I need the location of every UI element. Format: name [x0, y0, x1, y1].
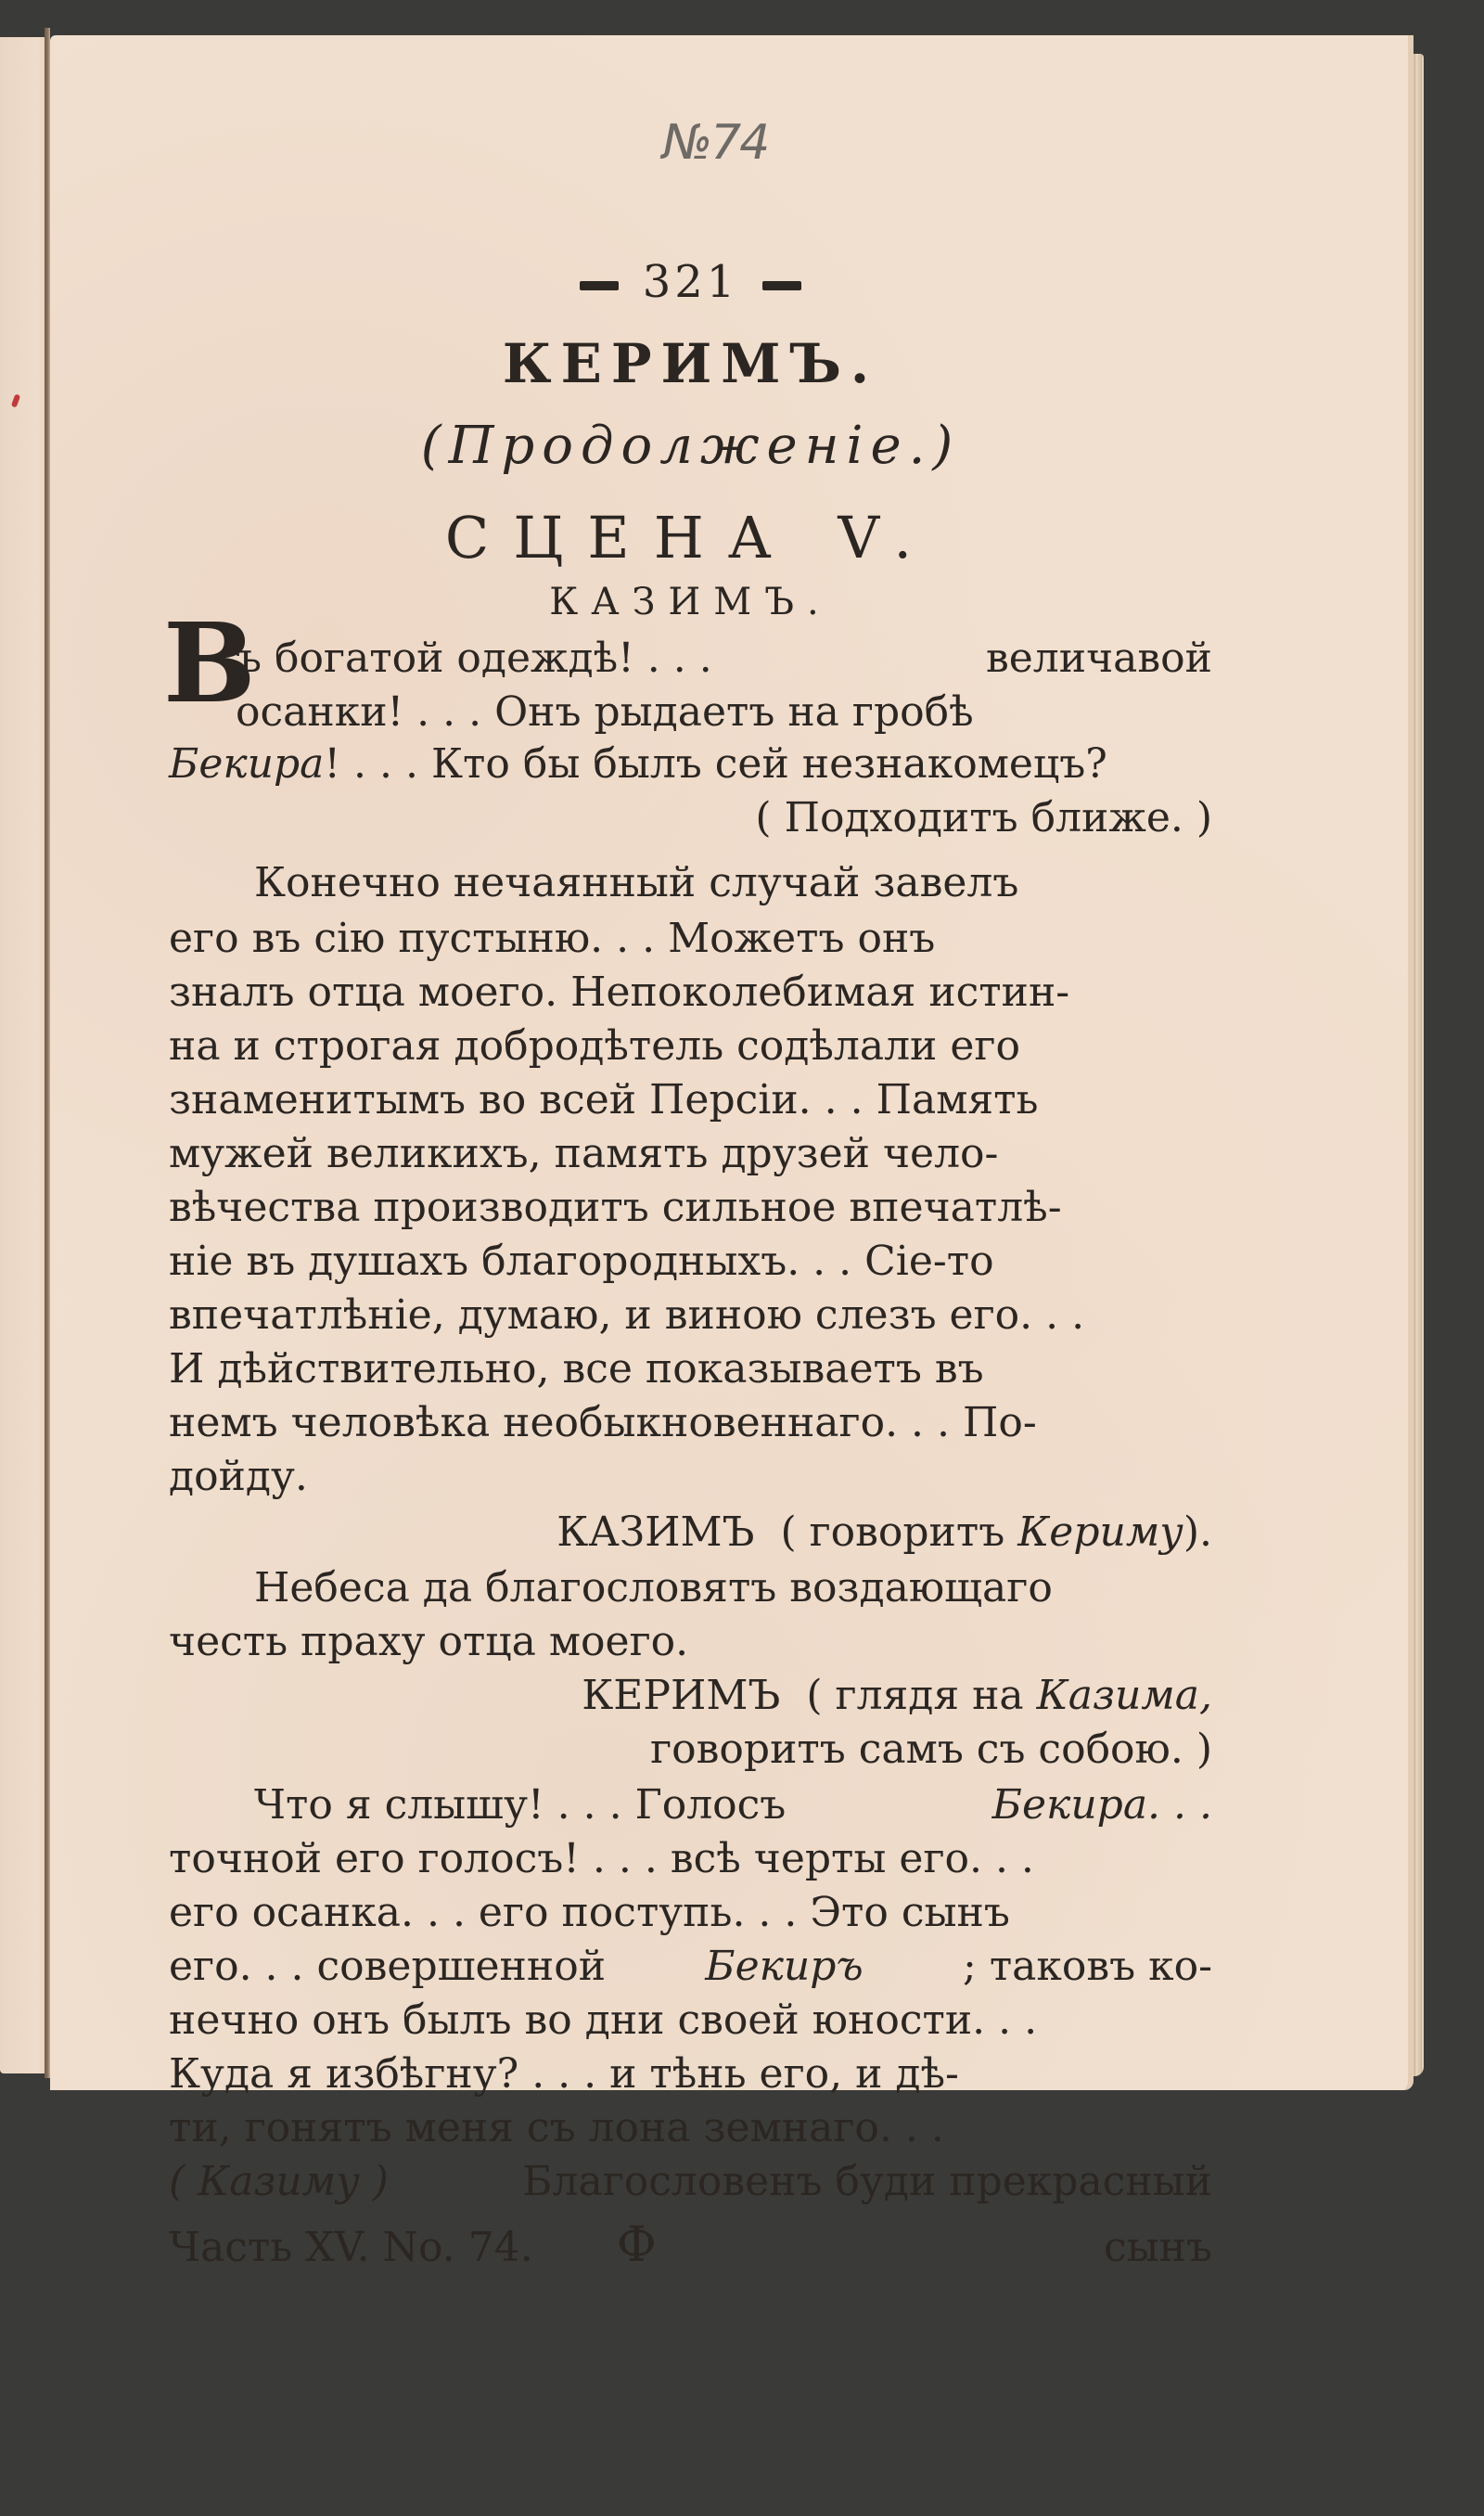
handwritten-note: №74	[662, 115, 769, 171]
text-span: его въ сію пустыню. . . Можетъ онъ	[169, 915, 936, 962]
catchword: сынъ	[1104, 2224, 1212, 2271]
play-title: КЕРИМЪ.	[502, 332, 879, 395]
text-span: знаменитымъ во всей Персіи. . . Память	[169, 1076, 1039, 1123]
text-span: ъ богатой одеждѣ! . . .	[236, 635, 712, 682]
text-line	[169, 1399, 1212, 1446]
page-footer	[169, 2217, 1212, 2273]
continuation-subtitle: (Продолженіе.)	[420, 416, 961, 476]
text-span: Что я слышу! . . . Голосъ	[254, 1781, 787, 1829]
stage-direction	[169, 1726, 1212, 1773]
text-line	[169, 2050, 1212, 2098]
character-name: Бекира	[169, 740, 325, 788]
text-span: дойду.	[169, 1453, 308, 1500]
text-line	[169, 969, 1212, 1016]
text-span: его осанка. . . его поступь. . . Это сынъ	[169, 1889, 1010, 1936]
signature-line: Часть XV. No. 74.	[169, 2224, 533, 2271]
text-span: говоритъ самъ съ собою. )	[650, 1726, 1212, 1773]
text-line	[169, 1835, 1212, 1882]
text-line	[169, 1618, 1212, 1665]
text-line	[169, 2104, 1212, 2151]
ornament-dash-right	[762, 281, 801, 290]
text-span: И дѣйствительно, все показываетъ въ	[169, 1345, 984, 1393]
text-span: на и строгая добродѣтель содѣлали его	[169, 1022, 1020, 1070]
text-line	[169, 1076, 1212, 1123]
text-span: его. . . совершенной	[169, 1943, 607, 1990]
text-span: вѣчества производитъ сильное впечатлѣ-	[169, 1184, 1062, 1231]
text-span: ; таковъ ко-	[963, 1943, 1212, 1990]
text-line	[169, 1345, 1212, 1393]
text-span: точной его голосъ! . . . всѣ черты его. . .	[169, 1835, 1034, 1882]
previous-page-edge	[0, 37, 48, 2073]
text-span: осанки! . . . Онъ рыдаетъ на гробѣ	[236, 688, 974, 736]
character-name: Бекиръ	[705, 1943, 864, 1990]
text-span: немъ человѣка необыкновеннаго. . . По-	[169, 1399, 1037, 1446]
ornament-dash-left	[580, 281, 619, 290]
text-line	[169, 1291, 1212, 1339]
text-span: величавой	[986, 635, 1212, 682]
text-line	[169, 859, 1212, 906]
text-span: зналъ отца моего. Непоколебимая истин-	[169, 969, 1070, 1016]
page-number-line	[169, 256, 1212, 308]
text-span: ( Подходитъ ближе. )	[755, 794, 1212, 841]
text-span: ти, гонятъ меня съ лона земнаго. . .	[169, 2104, 944, 2151]
text-line	[169, 915, 1212, 962]
book-page	[50, 35, 1414, 2273]
text-line	[169, 1184, 1212, 1231]
speaker-heading: КАЗИМЪ.	[549, 581, 832, 623]
text-line	[169, 1889, 1212, 1936]
text-span: Конечно нечаянный случай завелъ	[254, 859, 1019, 906]
text-span: ( глядя на	[806, 1672, 1024, 1719]
speaker-name: КАЗИМЪ	[556, 1508, 755, 1556]
text-span: честь праху отца моего.	[169, 1618, 689, 1665]
text-span: ! . . . Кто бы былъ сей незнакомецъ?	[324, 740, 1107, 788]
text-span: Куда я избѣгну? . . . и тѣнь его, и дѣ-	[169, 2050, 959, 2098]
text-span: Благословенъ буди прекрасный	[522, 2158, 1212, 2205]
text-line	[169, 1943, 1212, 1990]
text-line	[169, 2158, 1212, 2205]
text-span: мужей великихъ, память друзей чело-	[169, 1130, 999, 1177]
speaker-line	[169, 1672, 1212, 1719]
stage-direction: ( Казиму )	[169, 2158, 389, 2205]
text-span: ніе въ душахъ благородныхъ. . . Сіе-то	[169, 1238, 994, 1285]
page-number: 321	[642, 256, 739, 308]
text-line	[169, 1130, 1212, 1177]
scene-heading: СЦЕНА V.	[444, 504, 937, 571]
text-line	[169, 1781, 1212, 1829]
text-span: впечатлѣніе, думаю, и виною слезъ его. . .	[169, 1291, 1085, 1339]
text-line	[169, 1996, 1212, 2044]
text-line	[169, 1453, 1212, 1500]
text-span: ( говоритъ	[780, 1508, 1005, 1556]
character-name: Кериму	[1017, 1508, 1183, 1556]
text-span: нечно онъ былъ во дни своей юности. . .	[169, 1996, 1038, 2044]
text-span: ).	[1183, 1508, 1212, 1556]
speaker-line	[169, 1508, 1212, 1556]
text-span: Небеса да благословятъ воздающаго	[254, 1564, 1053, 1611]
character-name: Казима,	[1036, 1672, 1212, 1719]
text-line	[169, 635, 1212, 682]
text-line	[169, 740, 1212, 788]
text-line	[169, 1022, 1212, 1070]
drop-cap: В	[163, 598, 256, 727]
character-name: Бекира. . .	[991, 1781, 1212, 1829]
speaker-name: КЕРИМЪ	[582, 1672, 781, 1719]
signature-mark: Ф	[616, 2217, 657, 2273]
text-line	[169, 688, 1212, 736]
text-line	[169, 1238, 1212, 1285]
text-line	[169, 1564, 1212, 1611]
stage-direction	[169, 794, 1212, 841]
